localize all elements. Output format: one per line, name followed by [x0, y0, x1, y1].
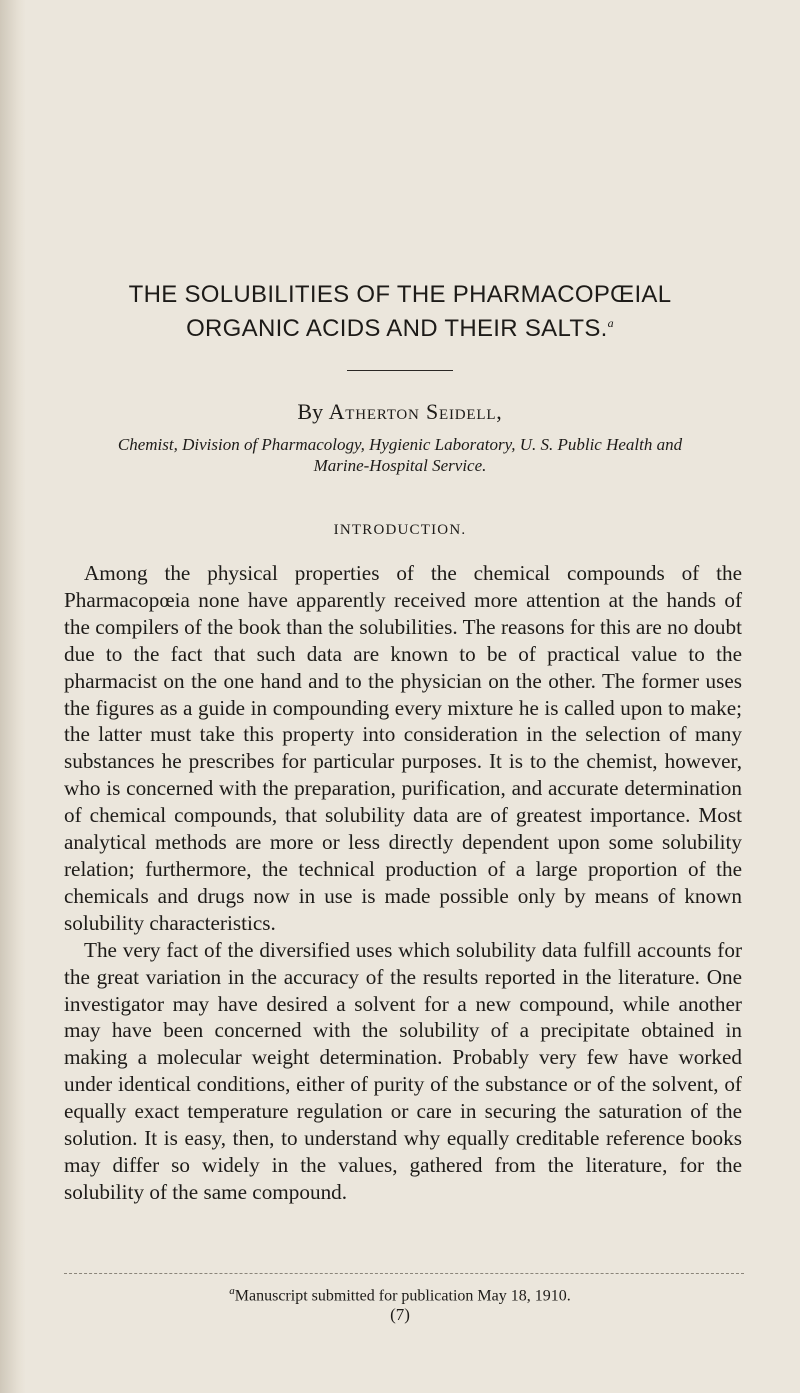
title-footnote-marker[interactable]: a	[607, 316, 614, 330]
page-number: (7)	[390, 1305, 410, 1324]
affiliation-line-2: Marine-Hospital Service.	[313, 456, 487, 475]
author-name: Atherton Seidell,	[328, 399, 503, 424]
author-affiliation	[40, 434, 760, 476]
author-prefix: By	[297, 399, 324, 424]
paragraph-2: The very fact of the diversified uses which solubility data fulfill accounts for the great variation in the accuracy of the results reported in the literature. One investigator may have desired a solvent for a new compound, while another may have been concerned with the solubility of a precipitate obtained in making a molecular weight determination. Probably very few have worked under identical conditions, either of purity of the substance or of the solvent, of equally exact temperature regulation or care in securing the saturation of the solution. It is easy, then, to understand why equally creditable reference books may differ so widely in the values, gathered from the literature, for the solubility of the same compound.	[64, 937, 742, 1204]
footnote-text: Manuscript submitted for publication May 18, 1910.	[234, 1287, 571, 1305]
article-title	[60, 281, 740, 343]
section-heading: INTRODUCTION.	[333, 522, 467, 538]
body-text	[64, 560, 742, 1206]
paragraph-1: Among the physical properties of the chemical compounds of the Pharmacopœia none have apparently received more attention at the hands of the compilers of the book than the solubilities. The reasons for this are no doubt due to the fact that such data are known to be of practical value to the pharmacist on the one hand and to the physician on the other. The former uses the figures as a guide in compounding every mixture he is called upon to make; the latter must take this property into consideration in the selection of many substances he prescribes for particular purposes. It is to the chemist, however, who is concerned with the preparation, purification, and accurate determination of chemical compounds, that solubility data are of greatest importance. Most analytical methods are more or less directly dependent upon some solubility relation; furthermore, the technical production of a large proportion of the chemicals and drugs now in use is made possible only by means of known solubility characteristics.	[64, 561, 742, 935]
title-divider	[347, 370, 453, 371]
title-line-2-text: ORGANIC ACIDS AND THEIR SALTS.	[186, 315, 608, 342]
affiliation-line-1: Chemist, Division of Pharmacology, Hygienic Laboratory, U. S. Public Health and	[117, 435, 683, 454]
footnote-divider	[64, 1273, 744, 1274]
footnote	[60, 1281, 740, 1306]
title-line-1: THE SOLUBILITIES OF THE PHARMACOPŒIAL	[128, 281, 672, 308]
page-edge-shadow	[0, 0, 26, 1393]
title-line-2	[60, 309, 740, 343]
footnote-marker: a	[229, 1285, 235, 1297]
author-line	[60, 399, 740, 425]
